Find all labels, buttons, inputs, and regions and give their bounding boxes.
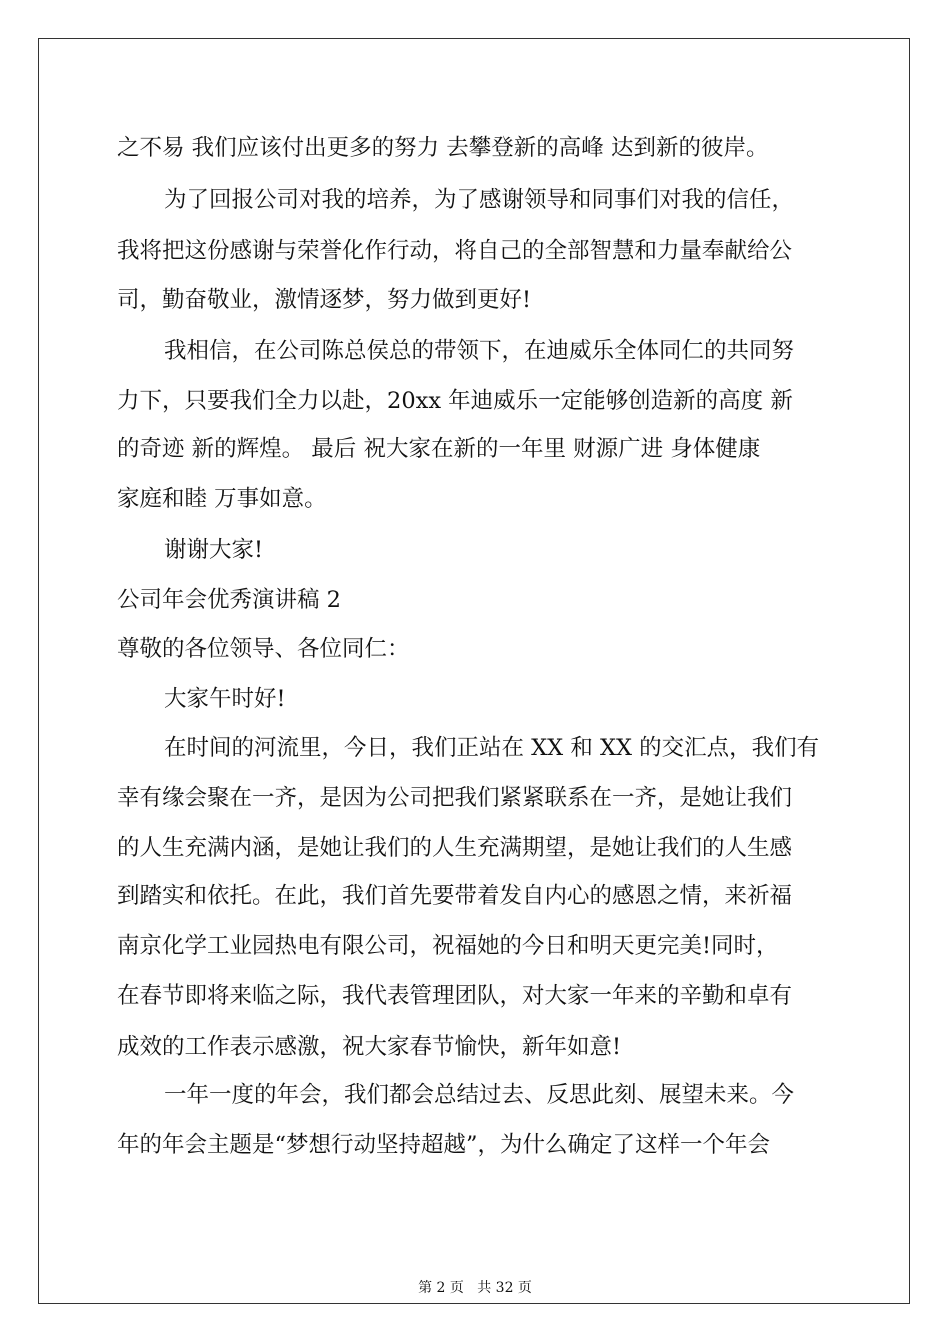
text-line: 的奇迹 新的辉煌。 最后 祝大家在新的一年里 财源广进 身体健康 — [117, 436, 761, 462]
salutation: 尊敬的各位领导、各位同仁： — [117, 636, 410, 662]
text-line: 谢谢大家! — [164, 537, 264, 563]
text-line: 成效的工作表示感激，祝大家春节愉快，新年如意! — [117, 1034, 622, 1060]
text-line: 为了回报公司对我的培养，为了感谢领导和同事们对我的信任， — [164, 187, 795, 213]
greeting: 大家午时好! — [164, 686, 286, 712]
text-line: 之不易 我们应该付出更多的努力 去攀登新的高峰 达到新的彼岸。 — [117, 135, 769, 161]
text-line: 年的年会主题是“梦想行动坚持超越”，为什么确定了这样一个年会 — [117, 1132, 771, 1158]
page-border — [38, 38, 910, 1304]
text-line: 幸有缘会聚在一齐，是因为公司把我们紧紧联系在一齐，是她让我们 — [117, 785, 793, 811]
text-line: 到踏实和依托。在此，我们首先要带着发自内心的感恩之情，来祈福 — [117, 883, 793, 909]
page-number-footer: 第 2 页 共 32 页 — [418, 1280, 532, 1296]
text-line: 南京化学工业园热电有限公司，祝福她的今日和明天更完美!同时， — [117, 933, 779, 959]
text-line: 的人生充满内涵，是她让我们的人生充满期望，是她让我们的人生感 — [117, 835, 793, 861]
section-heading: 公司年会优秀演讲稿 2 — [117, 587, 341, 613]
text-line: 司，勤奋敬业，激情逐梦，努力做到更好! — [117, 287, 532, 313]
text-line: 我将把这份感谢与荣誉化作行动，将自己的全部智慧和力量奉献给公 — [117, 238, 793, 264]
text-line: 在时间的河流里，今日，我们正站在 XX 和 XX 的交汇点，我们有 — [164, 735, 820, 761]
text-line: 在春节即将来临之际，我代表管理团队，对大家一年来的辛勤和卓有 — [117, 983, 793, 1009]
text-line: 我相信，在公司陈总侯总的带领下，在迪威乐全体同仁的共同努 — [164, 338, 795, 364]
text-line: 力下，只要我们全力以赴，20xx 年迪威乐一定能够创造新的高度 新 — [117, 388, 793, 414]
text-line: 一年一度的年会，我们都会总结过去、反思此刻、展望未来。今 — [164, 1082, 795, 1108]
text-line: 家庭和睦 万事如意。 — [117, 486, 327, 512]
